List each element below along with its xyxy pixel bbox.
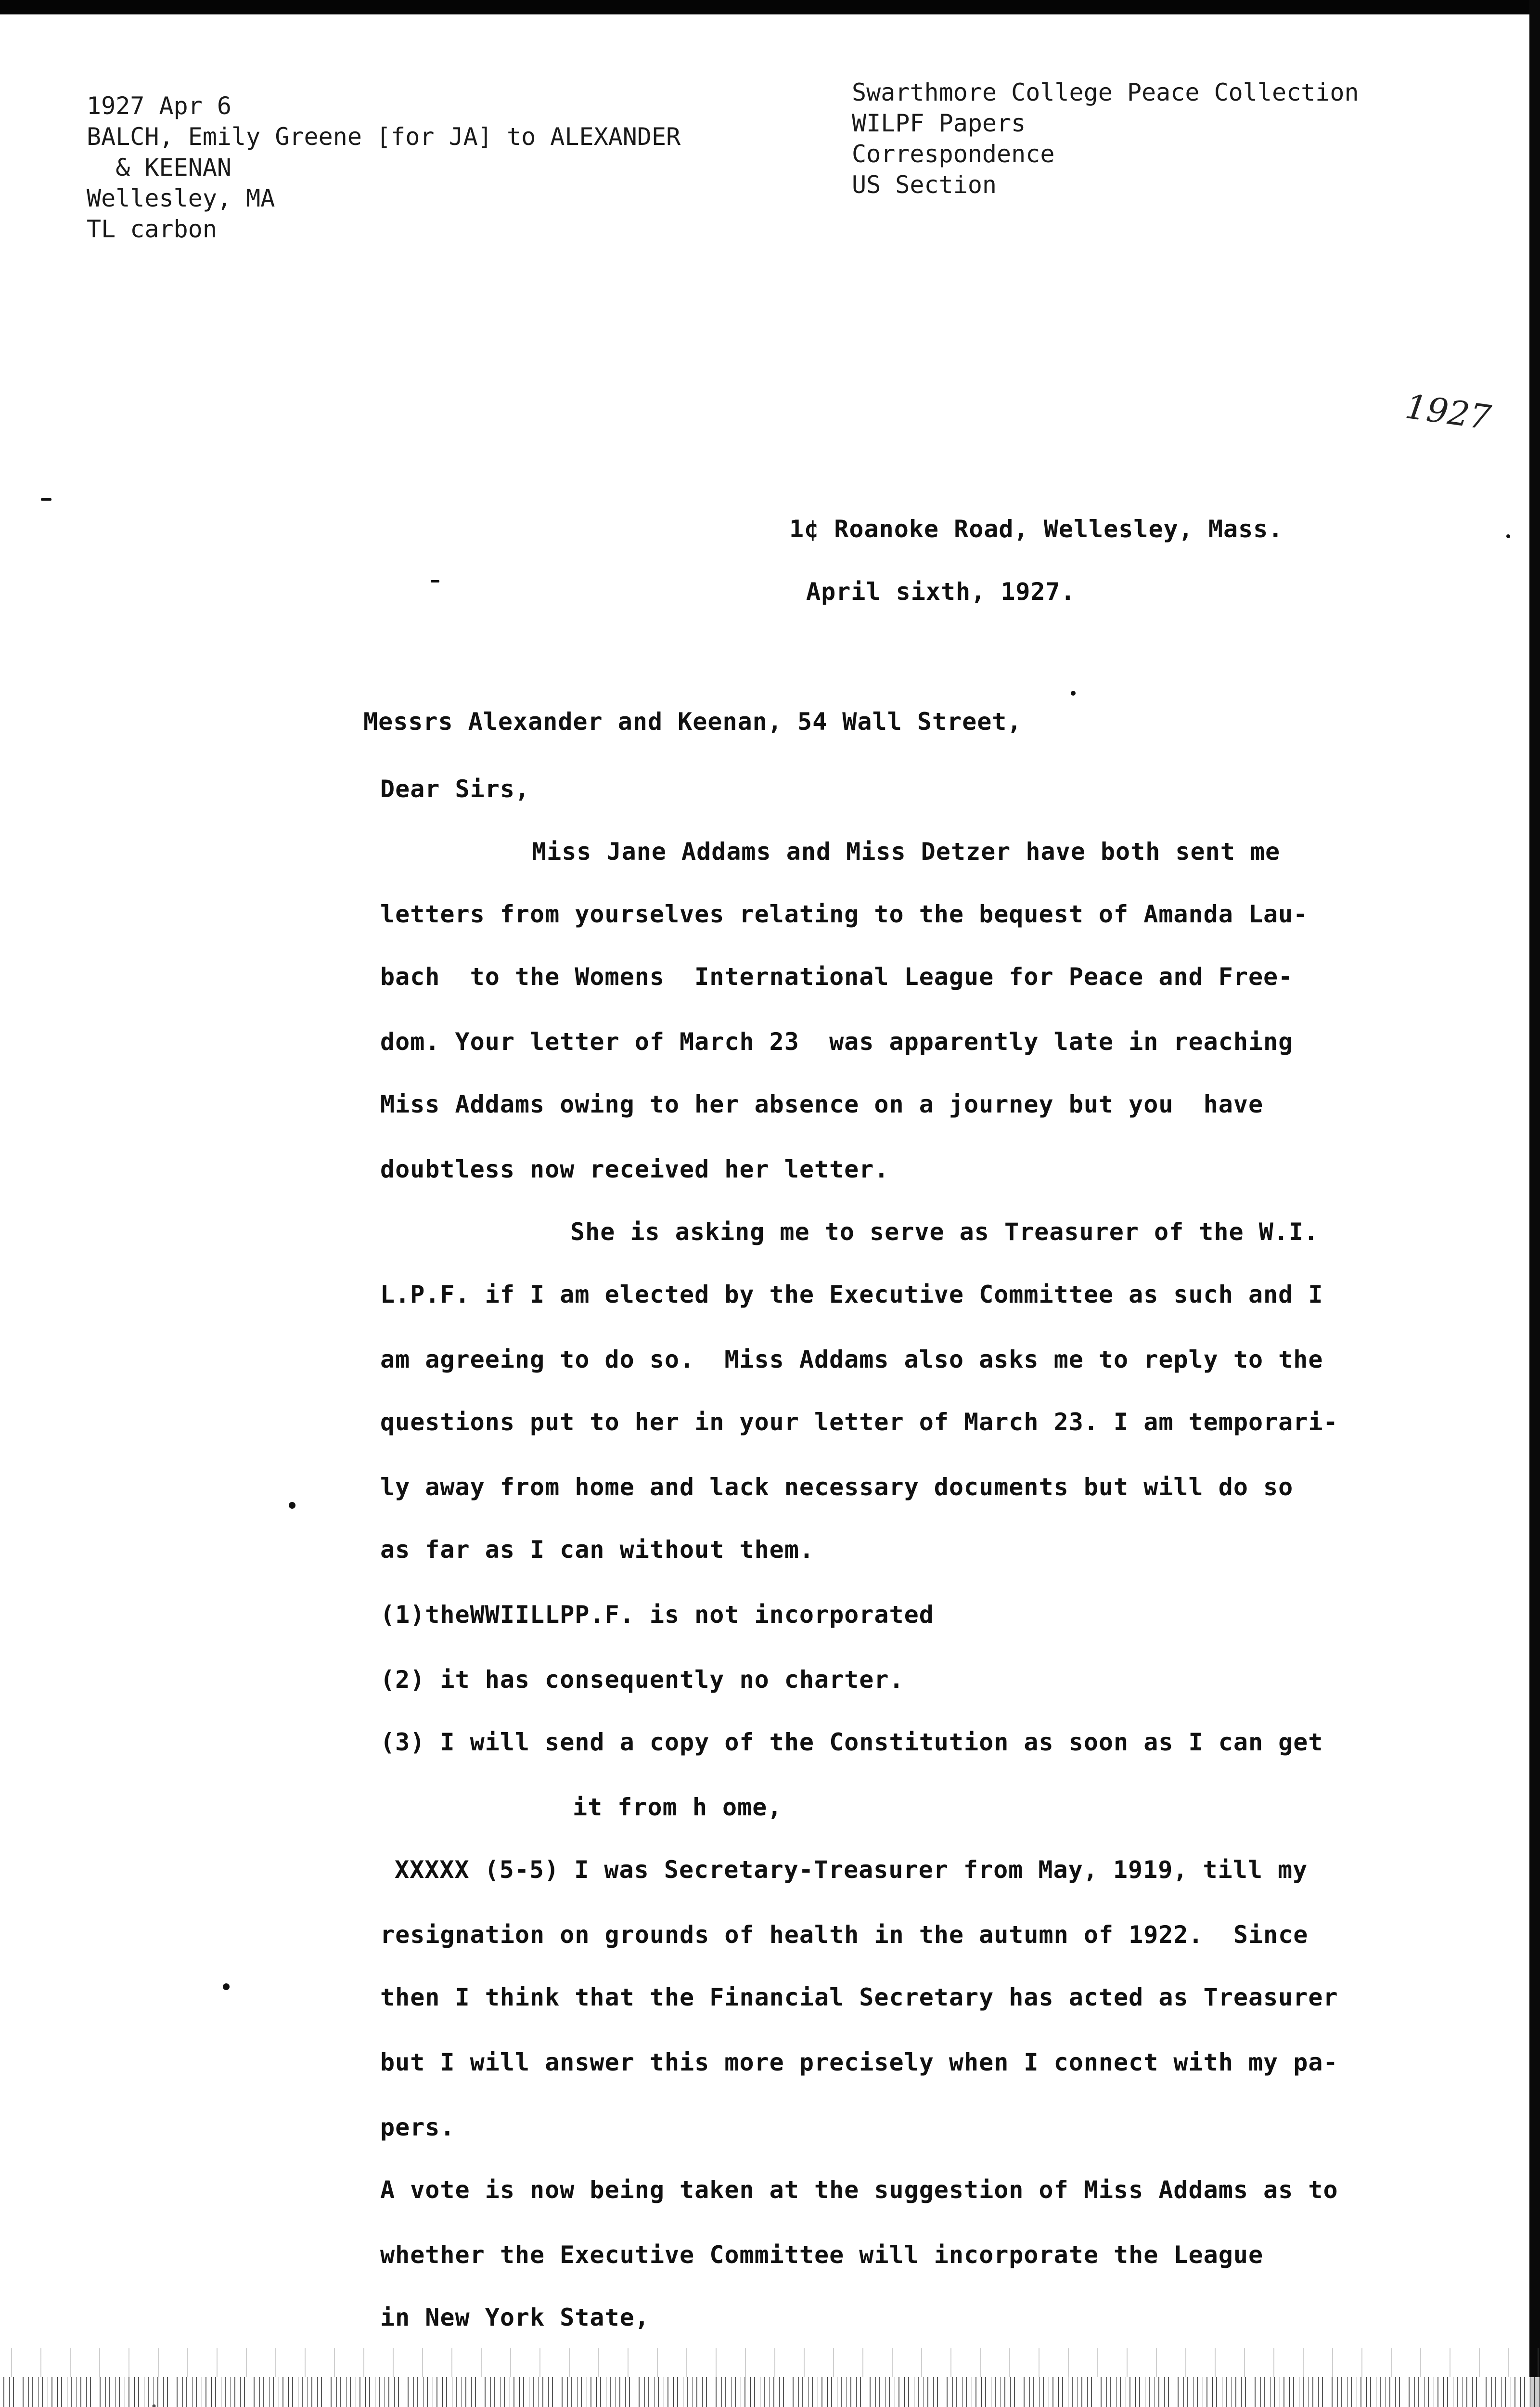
letter-line: (3) I will send a copy of the Constitution as soon as I can get [380, 1728, 1323, 1756]
scan-speck [1506, 534, 1510, 538]
handwritten-year: 1927 [1403, 387, 1493, 438]
scan-bottom-edge [0, 2377, 1540, 2407]
letter-line: Miss Addams owing to her absence on a journey but you have [380, 1090, 1264, 1118]
collection-section: US Section [852, 171, 997, 199]
scan-speck [431, 580, 439, 582]
scan-speck [289, 1502, 295, 1509]
scan-right-edge [1529, 0, 1540, 2407]
catalog-place: Wellesley, MA [87, 184, 275, 212]
catalog-author-cont: & KEENAN [87, 154, 232, 181]
letter-line: XXXXX (5-5) I was Secretary-Treasurer from May, 1919, till my [395, 1856, 1308, 1884]
collection-series: Correspondence [852, 140, 1055, 168]
letter-line: it from h ome, [573, 1793, 783, 1821]
collection-record [852, 77, 1477, 200]
catalog-author: BALCH, Emily Greene [for JA] to ALEXANDER [87, 123, 681, 151]
letter-line: L.P.F. if I am elected by the Executive Committee as such and I [380, 1281, 1323, 1308]
letter-date: April sixth, 1927. [806, 578, 1076, 606]
letter-line: but I will answer this more precisely when I connect with my pa- [380, 2048, 1338, 2076]
letter-line: ly away from home and lack necessary documents but will do so [380, 1473, 1294, 1501]
collection-name: Swarthmore College Peace Collection [852, 78, 1359, 106]
letter-address: 1¢ Roanoke Road, Wellesley, Mass. [789, 515, 1283, 543]
letter-line: doubtless now received her letter. [380, 1155, 889, 1183]
letter-line: letters from yourselves relating to the bequest of Amanda Lau- [380, 900, 1309, 928]
letter-line: A vote is now being taken at the suggestion of Miss Addams as to [380, 2176, 1338, 2204]
letter-recipient: Messrs Alexander and Keenan, 54 Wall Street, [363, 708, 1022, 736]
scan-top-edge [0, 0, 1540, 14]
scan-speck [1071, 691, 1076, 696]
collection-papers: WILPF Papers [852, 109, 1026, 137]
catalog-record [87, 91, 808, 245]
letter-salutation: Dear Sirs, [380, 775, 530, 803]
scan-speck [41, 498, 51, 501]
scan-noise [0, 2348, 1540, 2377]
catalog-date: 1927 Apr 6 [87, 92, 232, 120]
letter-line: then I think that the Financial Secretary has acted as Treasurer [380, 1983, 1338, 2011]
letter-line: whether the Executive Committee will incorporate the League [380, 2241, 1264, 2269]
letter-line: bach to the Womens International League for Peace and Free- [380, 963, 1294, 991]
letter-line: (2) it has consequently no charter. [380, 1666, 904, 1694]
letter-line: as far as I can without them. [380, 1536, 814, 1564]
letter-line: resignation on grounds of health in the autumn of 1922. Since [380, 1921, 1309, 1949]
catalog-format: TL carbon [87, 215, 217, 243]
letter-line: (1)theWWIILLPP.F. is not incorporated [380, 1601, 934, 1629]
letter-line: am agreeing to do so. Miss Addams also asks me to reply to the [380, 1346, 1323, 1373]
letter-line: She is asking me to serve as Treasurer of the W.I. [570, 1218, 1319, 1246]
letter-line: pers. [380, 2113, 455, 2141]
letter-line: Miss Jane Addams and Miss Detzer have both sent me [532, 838, 1281, 866]
letter-line: dom. Your letter of March 23 was apparently late in reaching [380, 1028, 1294, 1056]
letter-line: questions put to her in your letter of March 23. I am temporari- [380, 1408, 1338, 1436]
scan-speck [223, 1983, 230, 1990]
letter-line: in New York State, [380, 2303, 650, 2331]
